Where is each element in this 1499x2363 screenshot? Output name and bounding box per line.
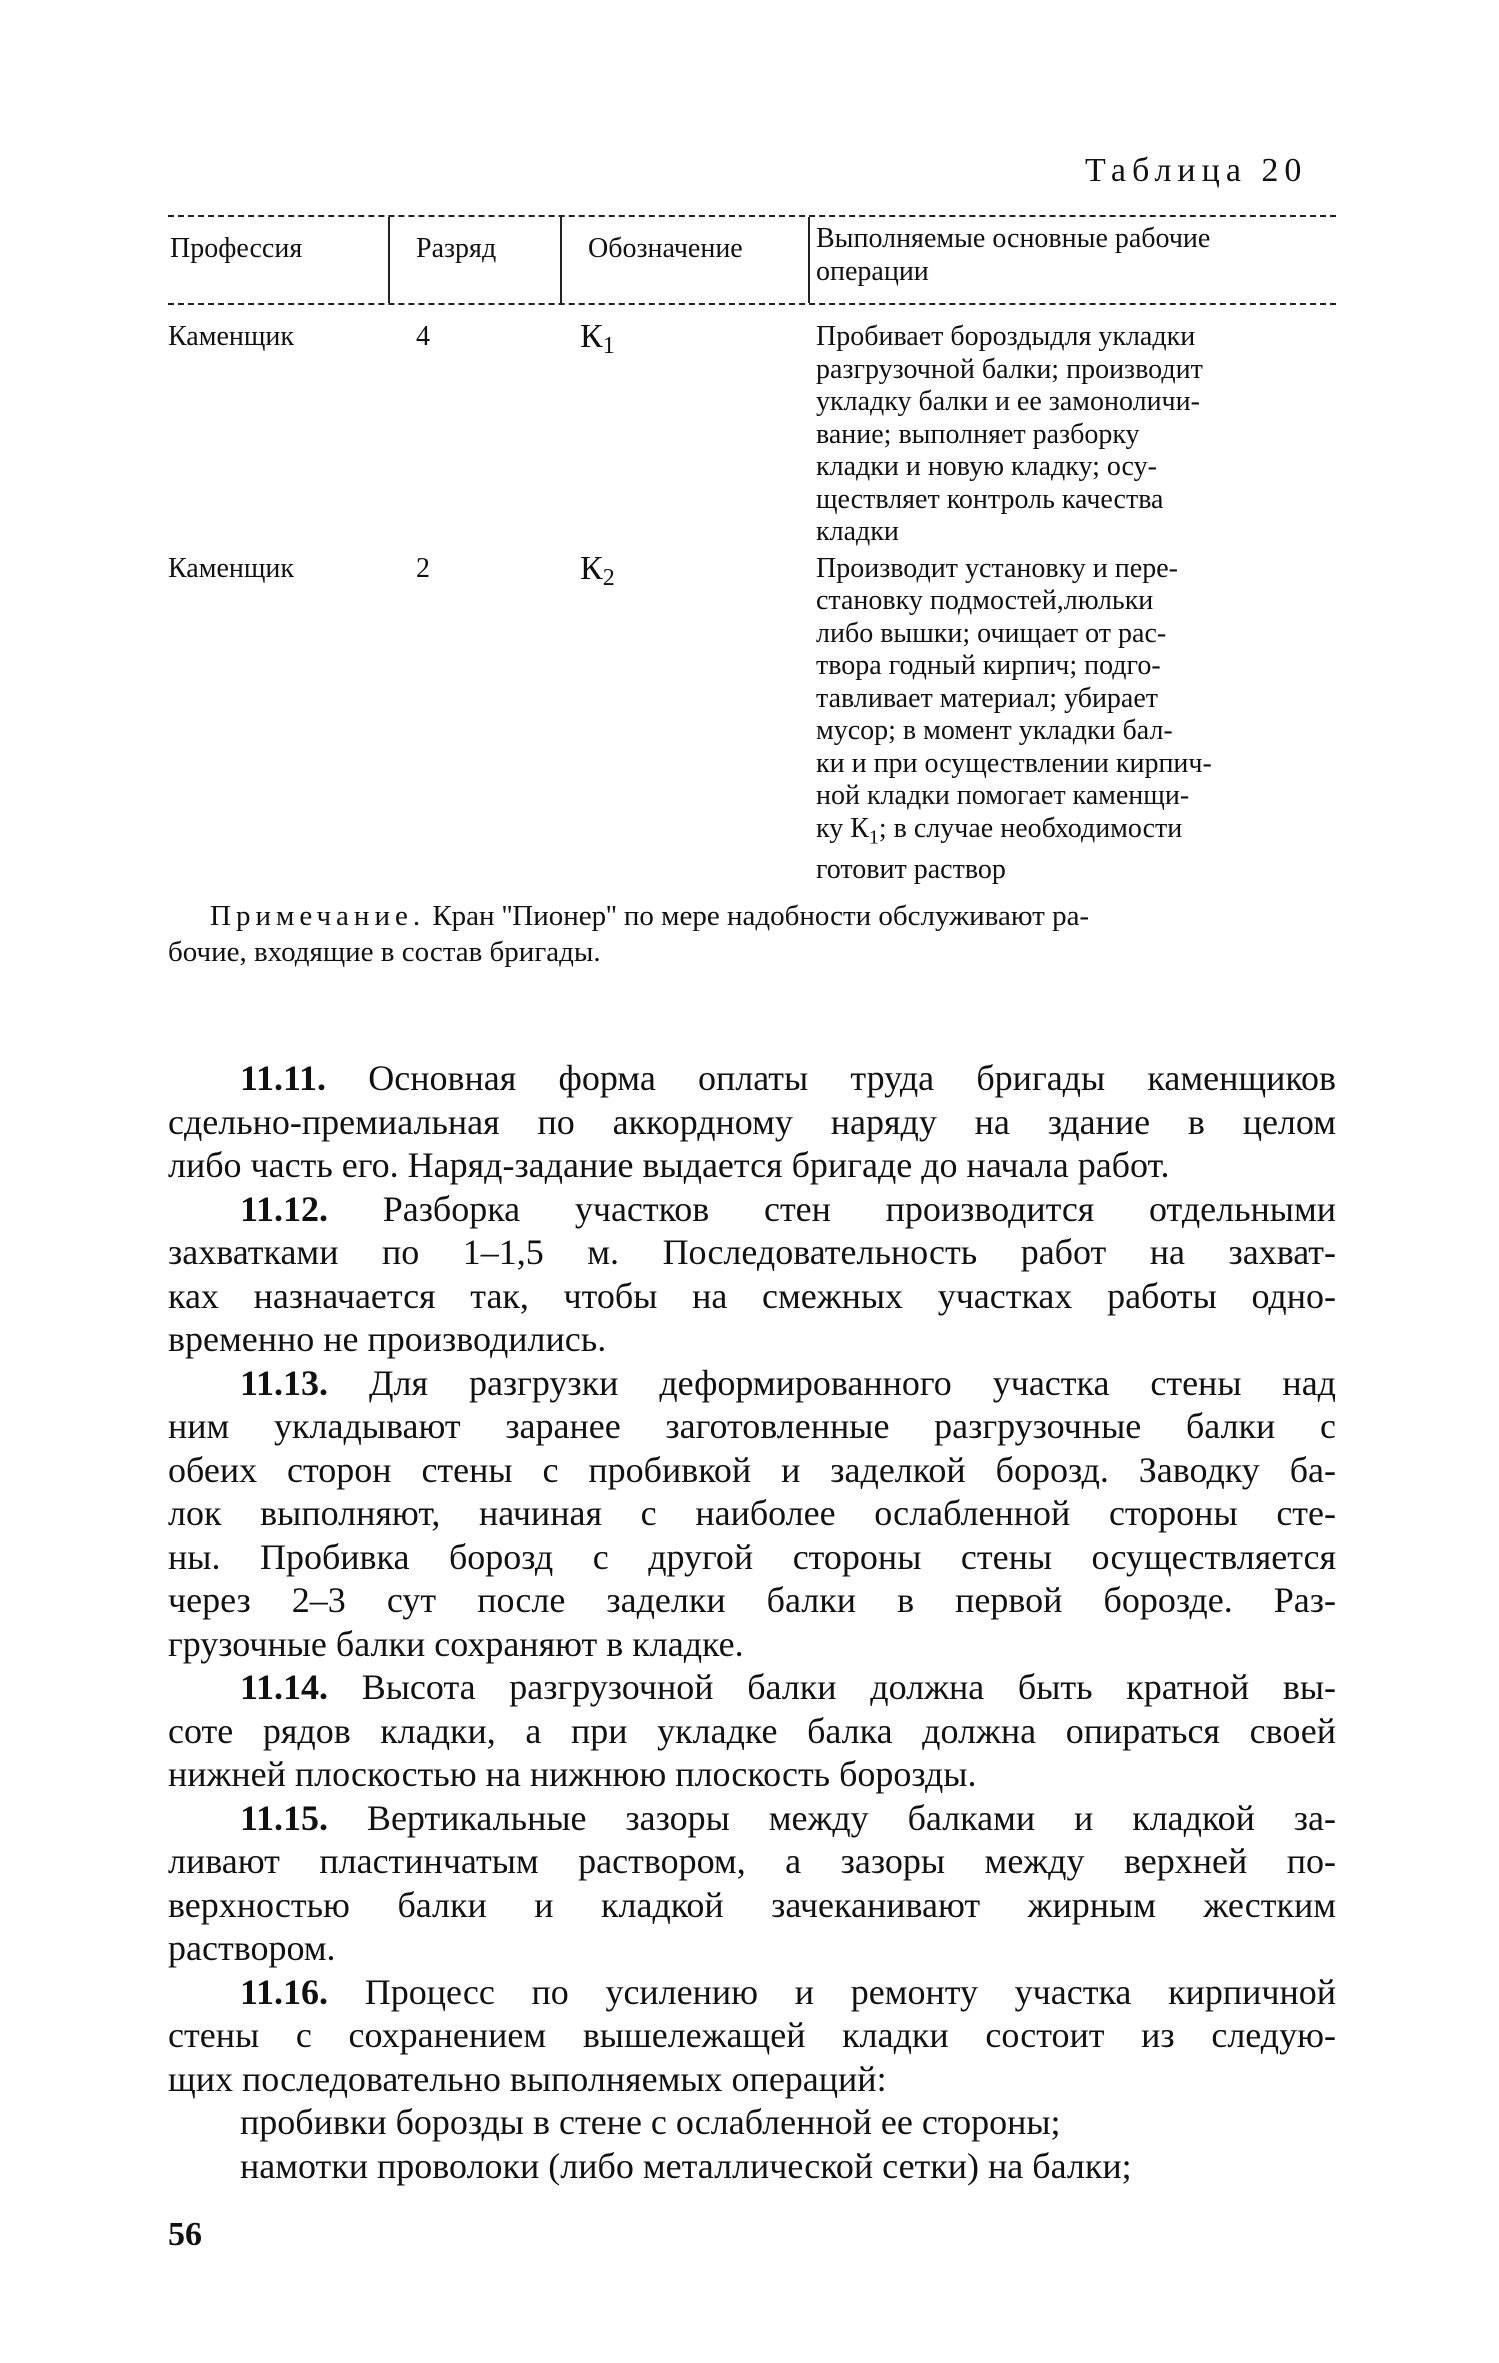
table-row	[168, 318, 1336, 549]
header-duties	[816, 223, 1210, 288]
row1-duties: Пробивает бороздыдля укладки разгрузочной балки; производит укладку балки и ее замоноличи- вание; выполняет разборку кладки и новую кладку; осу- ществляет контроль качества кладки	[816, 321, 1203, 547]
paragraph-11-12: 11.12. Разборка участков стен производится отдельными захватками по 1–1,5 м. Последовательность работ на захват- ках назначается так, чтобы на смежных участках работы одно- временно не производились.	[168, 1188, 1336, 1359]
note-line-2: бочие, входящие в состав бригады.	[168, 936, 601, 968]
header-profession: Профессия	[170, 233, 303, 264]
header-divider-2	[560, 217, 562, 303]
table-20	[168, 215, 1336, 886]
header-divider-1	[388, 217, 390, 303]
paragraph-11-11: 11.11. Основная форма оплаты труда бригады каменщиков сдельно-премиальная по аккордному наряду на здание в целом либо часть его. Наряд-задание выдается бригаде до начала работ.	[168, 1058, 1336, 1185]
row2-grade: 2	[416, 552, 430, 584]
paragraph-11-16: 11.16. Процесс по усилению и ремонту участка кирпичной стены с сохранением вышележащей кладки состоит из следую- щих последовательно выполняемых операций:	[168, 1971, 1336, 2099]
paragraph-11-13: 11.13. Для разгрузки деформированного участка стены над ним укладывают заранее заготовленные разгрузочные балки с обеих сторон стены с пробивкой и заделкой борозд. Заводку ба- лок выполняют, начиная с наиболее ослабленной стороны сте- ны. Пробивка борозд с другой стороны стены осуществляется через 2–3 сут после заделки балки в первой борозде. Раз- грузочные балки сохраняют в кладке.	[168, 1362, 1336, 1664]
header-designation: Обозначение	[588, 233, 743, 264]
row2-profession: Каменщик	[168, 552, 295, 584]
list-item: намотки проволоки (либо металлической сетки) на балки;	[240, 2145, 1132, 2186]
table-header	[168, 215, 1336, 305]
row1-profession: Каменщик	[168, 321, 295, 352]
table-note	[168, 898, 1340, 970]
row1-designation: $К_1$	[580, 318, 615, 359]
table-caption: Таблица 20	[1085, 152, 1308, 189]
list-item: пробивки борозды в стене с ослабленной ее стороны;	[240, 2102, 1061, 2142]
row1-grade: 4	[416, 321, 430, 352]
page-number: 56	[168, 2216, 202, 2253]
row2-duties-k1-line: ку $К_1$; в случае необходимости	[816, 812, 1183, 849]
header-grade: Разряд	[416, 233, 497, 264]
row2-designation: $К_2$	[580, 549, 615, 591]
header-duties-line1: Выполняемые основные рабочие	[816, 223, 1211, 254]
header-duties-line2: операции	[816, 255, 929, 287]
note-label: Примечание.	[210, 900, 426, 932]
table-row	[168, 549, 1336, 887]
body-text	[168, 1057, 1336, 2188]
note-line-1: Примечание. Кран ''Пионер'' по мере надобности обслуживают ра-	[210, 900, 1090, 932]
header-divider-3	[808, 217, 810, 303]
paragraph-11-15: 11.15. Вертикальные зазоры между балками и кладкой за- ливают пластинчатым раствором, а зазоры между верхней по- верхностью балки и кладкой зачеканивают жирным жестким раствором.	[168, 1797, 1336, 1968]
paragraph-11-14: 11.14. Высота разгрузочной балки должна быть кратной вы- соте рядов кладки, а при укладке балка должна опираться своей нижней плоскостью на нижнюю плоскость борозды.	[168, 1667, 1336, 1794]
row2-duties: Производит установку и пере- становку подмостей,люльки либо вышки; очищает от рас- твора годный кирпич; подго- тавливает материал; убирает мусор; в момент укладки бал- ки и при осуществлении кирпич- ной кладки помогает каменщи- ку $К_1$; в случае необходимости готовит раствор	[816, 553, 1336, 887]
